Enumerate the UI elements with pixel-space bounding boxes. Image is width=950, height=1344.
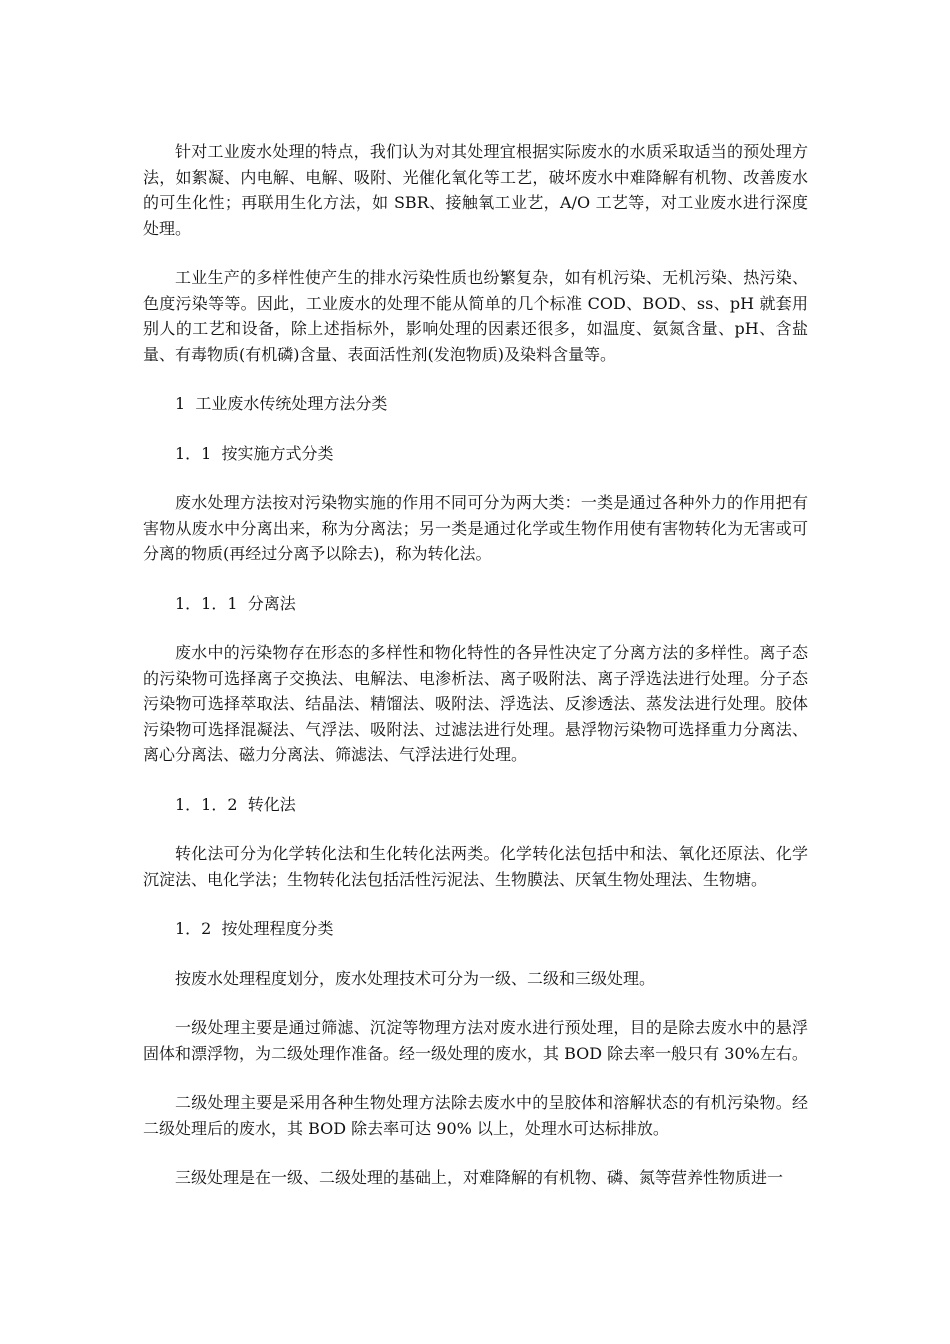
- paragraph-tertiary-treatment: 三级处理是在一级、二级处理的基础上，对难降解的有机物、磷、氮等营养性物质进一: [175, 1168, 784, 1187]
- paragraph-method-categories: 废水处理方法按对污染物实施的作用不同可分为两大类：一类是通过各种外力的作用把有害物从废水中分离出来，称为分离法；另一类是通过化学或生物作用使有害物转化为无害或可分离的物质(再经过分离予以除去)，称为转化法。: [143, 493, 808, 563]
- paragraph-intro-pretreatment: 针对工业废水处理的特点，我们认为对其处理宜根据实际废水的水质采取适当的预处理方法，如絮凝、内电解、电解、吸附、光催化氧化等工艺，破坏废水中难降解有机物、改善废水的可生化性；再联用生化方法，如 SBR、接触氧工业艺，A/O 工艺等，对工业废水进行深度处理。: [143, 142, 808, 238]
- paragraph-primary-treatment: 一级处理主要是通过筛滤、沉淀等物理方法对废水进行预处理，目的是除去废水中的悬浮固体和漂浮物，为二级处理作准备。经一级处理的废水，其 BOD 除去率一般只有 30%左右。: [143, 1018, 808, 1063]
- section-heading-1-1-1: 1．1．1 分离法: [175, 593, 296, 613]
- paragraph-secondary-treatment: 二级处理主要是采用各种生物处理方法除去废水中的呈胶体和溶解状态的有机污染物。经二级处理后的废水，其 BOD 除去率可达 90% 以上，处理水可达标排放。: [143, 1093, 808, 1138]
- section-heading-1: 1 工业废水传统处理方法分类: [175, 394, 388, 413]
- document-body: [143, 139, 808, 1215]
- section-heading-1-2: 1．2 按处理程度分类: [175, 919, 334, 938]
- paragraph-treatment-levels: 按废水处理程度划分，废水处理技术可分为一级、二级和三级处理。: [175, 968, 656, 988]
- paragraph-industrial-diversity: 工业生产的多样性使产生的排水污染性质也纷繁复杂，如有机污染、无机污染、热污染、色度污染等等。因此，工业废水的处理不能从简单的几个标准 COD、BOD、ss、pH 就套用别人的工艺和设备，除上述指标外，影响处理的因素还很多，如温度、氨氮含量、pH、含盐量、有毒物质(有机磷)含量、表面活性剂(发泡物质)及染料含量等。: [143, 268, 808, 364]
- section-heading-1-1-2: 1．1．2 转化法: [175, 794, 296, 814]
- paragraph-separation-methods: 废水中的污染物存在形态的多样性和物化特性的各异性决定了分离方法的多样性。离子态的污染物可选择离子交换法、电解法、电渗析法、离子吸附法、离子浮选法进行处理。分子态污染物可选择萃取法、结晶法、精馏法、吸附法、浮选法、反渗透法、蒸发法进行处理。胶体污染物可选择混凝法、气浮法、吸附法、过滤法进行处理。悬浮物污染物可选择重力分离法、离心分离法、磁力分离法、筛滤法、气浮法进行处理。: [143, 643, 808, 764]
- section-heading-1-1: 1．1 按实施方式分类: [175, 443, 334, 463]
- paragraph-conversion-methods: 转化法可分为化学转化法和生化转化法两类。化学转化法包括中和法、氧化还原法、化学沉淀法、电化学法；生物转化法包括活性污泥法、生物膜法、厌氧生物处理法、生物塘。: [143, 844, 808, 889]
